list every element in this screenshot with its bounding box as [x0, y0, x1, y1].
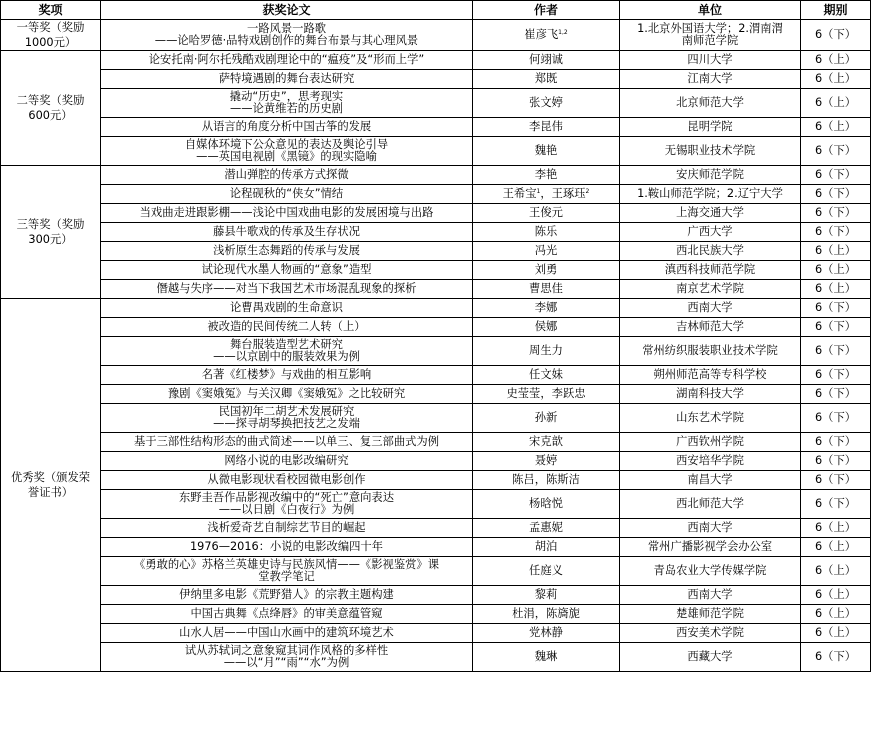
author-name: 李娜 — [534, 300, 558, 314]
author-cell — [473, 337, 620, 366]
unit-cell — [620, 624, 801, 643]
author-name: 崔彦飞 — [524, 27, 559, 41]
paper-title-line: 中国古典舞《点绛唇》的审美意蕴管窥 — [190, 606, 383, 620]
unit-line: 北京师范大学 — [676, 95, 744, 109]
paper-title-line: ——以京剧中的服装效果为例 — [213, 350, 360, 363]
author-name: ，王琢珏 — [540, 186, 586, 200]
table-row — [1, 185, 871, 204]
award-level-line: 二等奖（奖励 — [16, 94, 85, 107]
unit-line: 西南大学 — [687, 587, 733, 601]
issue-cell: 6（下） — [801, 366, 871, 385]
paper-title-cell — [101, 89, 473, 118]
paper-title-line: 被改造的民间传统二人转（上） — [207, 319, 366, 333]
paper-title-cell — [101, 624, 473, 643]
header-unit: 单位 — [620, 1, 801, 20]
author-name: 刘勇 — [534, 262, 558, 276]
paper-title-line: 名著《红楼梦》与戏曲的相互影响 — [201, 367, 372, 381]
unit-cell — [620, 89, 801, 118]
author-cell — [473, 643, 620, 672]
unit-line: 四川大学 — [687, 52, 733, 66]
table-row — [1, 242, 871, 261]
issue-cell: 6（上） — [801, 261, 871, 280]
unit-cell — [620, 137, 801, 166]
paper-title-cell — [101, 70, 473, 89]
paper-title-cell — [101, 242, 473, 261]
paper-title-cell — [101, 223, 473, 242]
unit-cell — [620, 20, 801, 51]
table-row — [1, 624, 871, 643]
table-row — [1, 452, 871, 471]
table-row — [1, 137, 871, 166]
paper-title-line: ——论黄维若的历史剧 — [230, 102, 343, 115]
paper-title-line: 舞台服装造型艺术研究 — [230, 337, 343, 351]
table-row — [1, 557, 871, 586]
paper-title-line: 浅析爱奇艺自制综艺节目的崛起 — [207, 520, 366, 534]
author-name: 黎莉 — [534, 587, 558, 601]
issue-cell: 6（上） — [801, 51, 871, 70]
author-cell — [473, 538, 620, 557]
unit-line: 常州纺织服装职业技术学院 — [642, 343, 778, 357]
author-cell — [473, 385, 620, 404]
author-name: 李昆伟 — [529, 119, 563, 133]
author-cell — [473, 452, 620, 471]
issue-cell: 6（下） — [801, 452, 871, 471]
unit-line: 西安美术学院 — [676, 625, 744, 639]
paper-title-line: 论曹禺戏剧的生命意识 — [230, 300, 343, 314]
paper-title-line: 浅析原生态舞蹈的传承与发展 — [213, 243, 360, 257]
header-award: 奖项 — [1, 1, 101, 20]
issue-cell: 6（下） — [801, 385, 871, 404]
author-name: 王希宝 — [502, 186, 537, 200]
unit-line: 湖南科技大学 — [676, 386, 744, 400]
table-row — [1, 404, 871, 433]
paper-title-line: ——探寻胡琴换把技艺之发端 — [213, 417, 360, 430]
unit-line: 西南大学 — [687, 300, 733, 314]
author-affiliation-mark: 2 — [585, 187, 590, 195]
table-row — [1, 643, 871, 672]
unit-line: 常州广播影视学会办公室 — [647, 539, 773, 553]
paper-title-line: ——以“月”“雨”“水”为例 — [223, 656, 350, 669]
issue-cell: 6（上） — [801, 280, 871, 299]
unit-cell — [620, 490, 801, 519]
author-cell — [473, 118, 620, 137]
unit-cell — [620, 70, 801, 89]
award-level-line: 1000元） — [24, 36, 77, 49]
unit-cell — [620, 261, 801, 280]
table-row — [1, 166, 871, 185]
unit-line: 山东艺术学院 — [676, 410, 744, 424]
unit-line: 1.北京外国语大学；2.渭南渭 — [637, 21, 783, 35]
author-name: 侯娜 — [534, 319, 558, 333]
table-row — [1, 318, 871, 337]
author-affiliation-mark: 1,2 — [558, 28, 568, 36]
author-cell — [473, 318, 620, 337]
paper-title-line: 民国初年二胡艺术发展研究 — [218, 404, 355, 418]
issue-cell: 6（下） — [801, 643, 871, 672]
award-level-line: 优秀奖（颁发荣 — [10, 471, 91, 484]
unit-line: 朔州师范高等专科学校 — [653, 367, 767, 381]
paper-title-line: 自媒体环境下公众意见的表达及舆论引导 — [184, 137, 389, 151]
unit-cell — [620, 318, 801, 337]
paper-title-line: 基于三部性结构形态的曲式简述——以单三、复三部曲式为例 — [133, 434, 440, 448]
issue-cell: 6（下） — [801, 185, 871, 204]
paper-title-line: 网络小说的电影改编研究 — [224, 453, 349, 467]
table-row — [1, 118, 871, 137]
author-affiliation-mark: 1 — [536, 187, 541, 195]
header-issue: 期别 — [801, 1, 871, 20]
table-row — [1, 223, 871, 242]
table-row — [1, 70, 871, 89]
author-name: 陈乐 — [534, 224, 558, 238]
issue-cell: 6（下） — [801, 318, 871, 337]
author-name: 王俊元 — [529, 205, 563, 219]
unit-line: 安庆师范学院 — [676, 167, 744, 181]
author-name: 何翊诚 — [529, 52, 563, 66]
unit-cell — [620, 223, 801, 242]
paper-title-cell — [101, 366, 473, 385]
unit-line: 西安培华学院 — [676, 453, 744, 467]
unit-cell — [620, 242, 801, 261]
issue-cell: 6（下） — [801, 337, 871, 366]
unit-cell — [620, 51, 801, 70]
issue-cell: 6（上） — [801, 519, 871, 538]
unit-line: 西藏大学 — [687, 649, 733, 663]
header-author: 作者 — [473, 1, 620, 20]
author-name: 孙新 — [534, 410, 558, 424]
table-row — [1, 366, 871, 385]
unit-line: 青岛农业大学传媒学院 — [653, 563, 767, 577]
author-name: 魏琳 — [534, 649, 558, 663]
author-name: 杨晗悦 — [529, 496, 563, 510]
issue-cell: 6（下） — [801, 166, 871, 185]
author-name: 杜涓，陈旖旎 — [512, 606, 580, 620]
author-name: 孟惠妮 — [529, 520, 563, 534]
issue-cell: 6（下） — [801, 471, 871, 490]
issue-cell: 6（上） — [801, 624, 871, 643]
issue-cell: 6（上） — [801, 70, 871, 89]
paper-title-line: 从语言的角度分析中国古筝的发展 — [201, 119, 372, 133]
paper-title-cell — [101, 166, 473, 185]
paper-title-cell — [101, 385, 473, 404]
author-cell — [473, 586, 620, 605]
unit-cell — [620, 185, 801, 204]
award-level-line: 600元） — [28, 109, 73, 122]
author-name: 任文妹 — [529, 367, 563, 381]
unit-cell — [620, 166, 801, 185]
issue-cell: 6（上） — [801, 118, 871, 137]
paper-title-cell — [101, 471, 473, 490]
author-name: 史莹莹，李跃忠 — [506, 386, 586, 400]
paper-title-cell — [101, 404, 473, 433]
author-cell — [473, 51, 620, 70]
paper-title-line: 撬动“历史”，思考现实 — [229, 89, 344, 103]
author-name: 聂婷 — [534, 453, 558, 467]
header-row — [1, 1, 871, 20]
unit-cell — [620, 337, 801, 366]
paper-title-cell — [101, 299, 473, 318]
table-row — [1, 586, 871, 605]
paper-title-line: 伊纳里多电影《荒野猎人》的宗教主题构建 — [179, 587, 394, 601]
author-cell — [473, 605, 620, 624]
paper-title-line: 当戏曲走进跟影棚——浅论中国戏曲电影的发展困境与出路 — [139, 205, 434, 219]
paper-title-line: 萨特境遇剧的舞台表达研究 — [218, 71, 355, 85]
author-name: 任庭义 — [529, 563, 563, 577]
paper-title-line: 堂教学笔记 — [258, 570, 315, 583]
paper-title-cell — [101, 204, 473, 223]
issue-cell: 6（上） — [801, 605, 871, 624]
issue-cell: 6（上） — [801, 242, 871, 261]
unit-line: 江南大学 — [687, 71, 733, 85]
paper-title-cell — [101, 557, 473, 586]
author-cell — [473, 519, 620, 538]
unit-cell — [620, 586, 801, 605]
author-cell — [473, 490, 620, 519]
unit-line: 无锡职业技术学院 — [664, 143, 756, 157]
author-name: 宋克歆 — [529, 434, 563, 448]
table-row — [1, 605, 871, 624]
paper-title-cell — [101, 20, 473, 51]
paper-title-cell — [101, 519, 473, 538]
unit-line: 上海交通大学 — [676, 205, 744, 219]
unit-line: 西北民族大学 — [676, 243, 744, 257]
paper-title-cell — [101, 261, 473, 280]
paper-title-line: 豫剧《窦娥冤》与关汉卿《窦娥冤》之比较研究 — [167, 386, 406, 400]
paper-title-line: 藤县牛歌戏的传承及生存状况 — [213, 224, 360, 238]
paper-title-line: 试从苏轼词之意象窥其词作风格的多样性 — [184, 643, 389, 657]
paper-title-line: 山水人居——中国山水画中的建筑环境艺术 — [179, 625, 394, 639]
table-row — [1, 299, 871, 318]
table-row — [1, 204, 871, 223]
paper-title-cell — [101, 452, 473, 471]
paper-title-line: 从微电影现状看校园微电影创作 — [207, 472, 366, 486]
author-name: 陈吕，陈斯洁 — [512, 472, 580, 486]
unit-line: 1.鞍山师范学院；2.辽宁大学 — [637, 186, 783, 200]
author-cell — [473, 185, 620, 204]
author-cell — [473, 280, 620, 299]
table-row — [1, 519, 871, 538]
unit-cell — [620, 366, 801, 385]
paper-title-line: 试论现代水墨人物画的“意象”造型 — [201, 262, 372, 276]
unit-cell — [620, 299, 801, 318]
award-level-line: 三等奖（奖励 — [16, 218, 85, 231]
author-cell — [473, 261, 620, 280]
table-row — [1, 538, 871, 557]
unit-line: 吉林师范大学 — [676, 319, 744, 333]
award-level-line: 300元） — [28, 233, 73, 246]
author-cell — [473, 70, 620, 89]
paper-title-line: ——英国电视剧《黑镜》的现实隐喻 — [196, 150, 377, 163]
author-cell — [473, 433, 620, 452]
issue-cell: 6（上） — [801, 89, 871, 118]
issue-cell: 6（下） — [801, 490, 871, 519]
award-table-body — [1, 20, 871, 672]
author-cell — [473, 20, 620, 51]
author-cell — [473, 204, 620, 223]
paper-title-cell — [101, 185, 473, 204]
author-cell — [473, 624, 620, 643]
paper-title-line: 《勇敢的心》苏格兰英雄史诗与民族风情——《影视鉴赏》课 — [133, 557, 440, 571]
unit-cell — [620, 404, 801, 433]
paper-title-cell — [101, 586, 473, 605]
author-cell — [473, 242, 620, 261]
unit-cell — [620, 433, 801, 452]
author-name: 李艳 — [534, 167, 558, 181]
table-row — [1, 433, 871, 452]
table-row — [1, 89, 871, 118]
paper-title-cell — [101, 137, 473, 166]
unit-line: 西南大学 — [687, 520, 733, 534]
unit-line: 南师范学院 — [681, 34, 739, 47]
author-name: 曹思佳 — [529, 281, 563, 295]
paper-title-cell — [101, 337, 473, 366]
author-cell — [473, 366, 620, 385]
paper-title-line: 僭越与失序——对当下我国艺术市场混乱现象的探析 — [156, 281, 417, 295]
author-name: 魏艳 — [534, 143, 558, 157]
unit-cell — [620, 118, 801, 137]
author-cell — [473, 299, 620, 318]
author-name: 周生力 — [529, 343, 563, 357]
issue-cell: 6（下） — [801, 299, 871, 318]
paper-title-line: 潜山弹腔的传承方式探微 — [224, 167, 349, 181]
award-level-cell — [1, 51, 101, 166]
author-cell — [473, 223, 620, 242]
paper-title-line: 论安托南·阿尔托残酷戏剧理论中的“瘟疫”及“形而上学” — [148, 52, 425, 66]
award-level-cell — [1, 299, 101, 672]
table-row — [1, 51, 871, 70]
unit-line: 昆明学院 — [687, 119, 733, 133]
unit-cell — [620, 605, 801, 624]
author-name: 冯光 — [534, 243, 558, 257]
unit-line: 滇西科技师范学院 — [664, 262, 756, 276]
author-cell — [473, 89, 620, 118]
unit-cell — [620, 471, 801, 490]
unit-line: 西北师范大学 — [676, 496, 744, 510]
paper-title-line: 1976—2016：小说的电影改编四十年 — [189, 539, 384, 553]
table-row — [1, 337, 871, 366]
paper-title-cell — [101, 280, 473, 299]
unit-cell — [620, 538, 801, 557]
issue-cell: 6（下） — [801, 20, 871, 51]
paper-title-cell — [101, 51, 473, 70]
award-level-line: 誉证书） — [27, 486, 74, 499]
author-cell — [473, 404, 620, 433]
table-row — [1, 280, 871, 299]
unit-cell — [620, 204, 801, 223]
unit-cell — [620, 557, 801, 586]
issue-cell: 6（上） — [801, 538, 871, 557]
paper-title-line: ——以日剧《白夜行》为例 — [218, 503, 355, 516]
author-name: 党林静 — [529, 625, 563, 639]
issue-cell: 6（下） — [801, 433, 871, 452]
paper-title-cell — [101, 118, 473, 137]
unit-cell — [620, 452, 801, 471]
unit-cell — [620, 385, 801, 404]
issue-cell: 6（下） — [801, 137, 871, 166]
header-paper: 获奖论文 — [101, 1, 473, 20]
table-row — [1, 261, 871, 280]
author-cell — [473, 137, 620, 166]
paper-title-cell — [101, 605, 473, 624]
issue-cell: 6（下） — [801, 404, 871, 433]
author-name: 胡泊 — [534, 539, 558, 553]
paper-title-cell — [101, 643, 473, 672]
table-row — [1, 20, 871, 51]
issue-cell: 6（下） — [801, 204, 871, 223]
author-cell — [473, 557, 620, 586]
table-row — [1, 490, 871, 519]
paper-title-line: ——论哈罗德·品特戏剧创作的舞台布景与其心理风景 — [154, 34, 419, 47]
issue-cell: 6（上） — [801, 557, 871, 586]
issue-cell: 6（上） — [801, 586, 871, 605]
paper-title-cell — [101, 490, 473, 519]
unit-cell — [620, 519, 801, 538]
unit-line: 广西大学 — [687, 224, 733, 238]
unit-line: 南京艺术学院 — [676, 281, 744, 295]
unit-line: 南昌大学 — [687, 472, 733, 486]
author-cell — [473, 166, 620, 185]
unit-line: 广西钦州学院 — [676, 434, 744, 448]
award-level-cell — [1, 20, 101, 51]
author-name: 郑既 — [534, 71, 558, 85]
award-level-cell — [1, 166, 101, 299]
paper-title-cell — [101, 538, 473, 557]
unit-cell — [620, 280, 801, 299]
issue-cell: 6（下） — [801, 223, 871, 242]
unit-cell — [620, 643, 801, 672]
paper-title-line: 一路风景一路歌 — [246, 21, 327, 35]
paper-title-line: 论程砚秋的“侠女”情结 — [229, 186, 344, 200]
award-level-line: 一等奖（奖励 — [16, 21, 85, 34]
table-row — [1, 385, 871, 404]
paper-title-line: 东野圭吾作品影视改编中的“死亡”意向表达 — [178, 490, 395, 504]
author-name: 张文婷 — [529, 95, 563, 109]
author-cell — [473, 471, 620, 490]
table-row — [1, 471, 871, 490]
paper-title-cell — [101, 433, 473, 452]
paper-title-cell — [101, 318, 473, 337]
unit-line: 楚雄师范学院 — [676, 606, 744, 620]
